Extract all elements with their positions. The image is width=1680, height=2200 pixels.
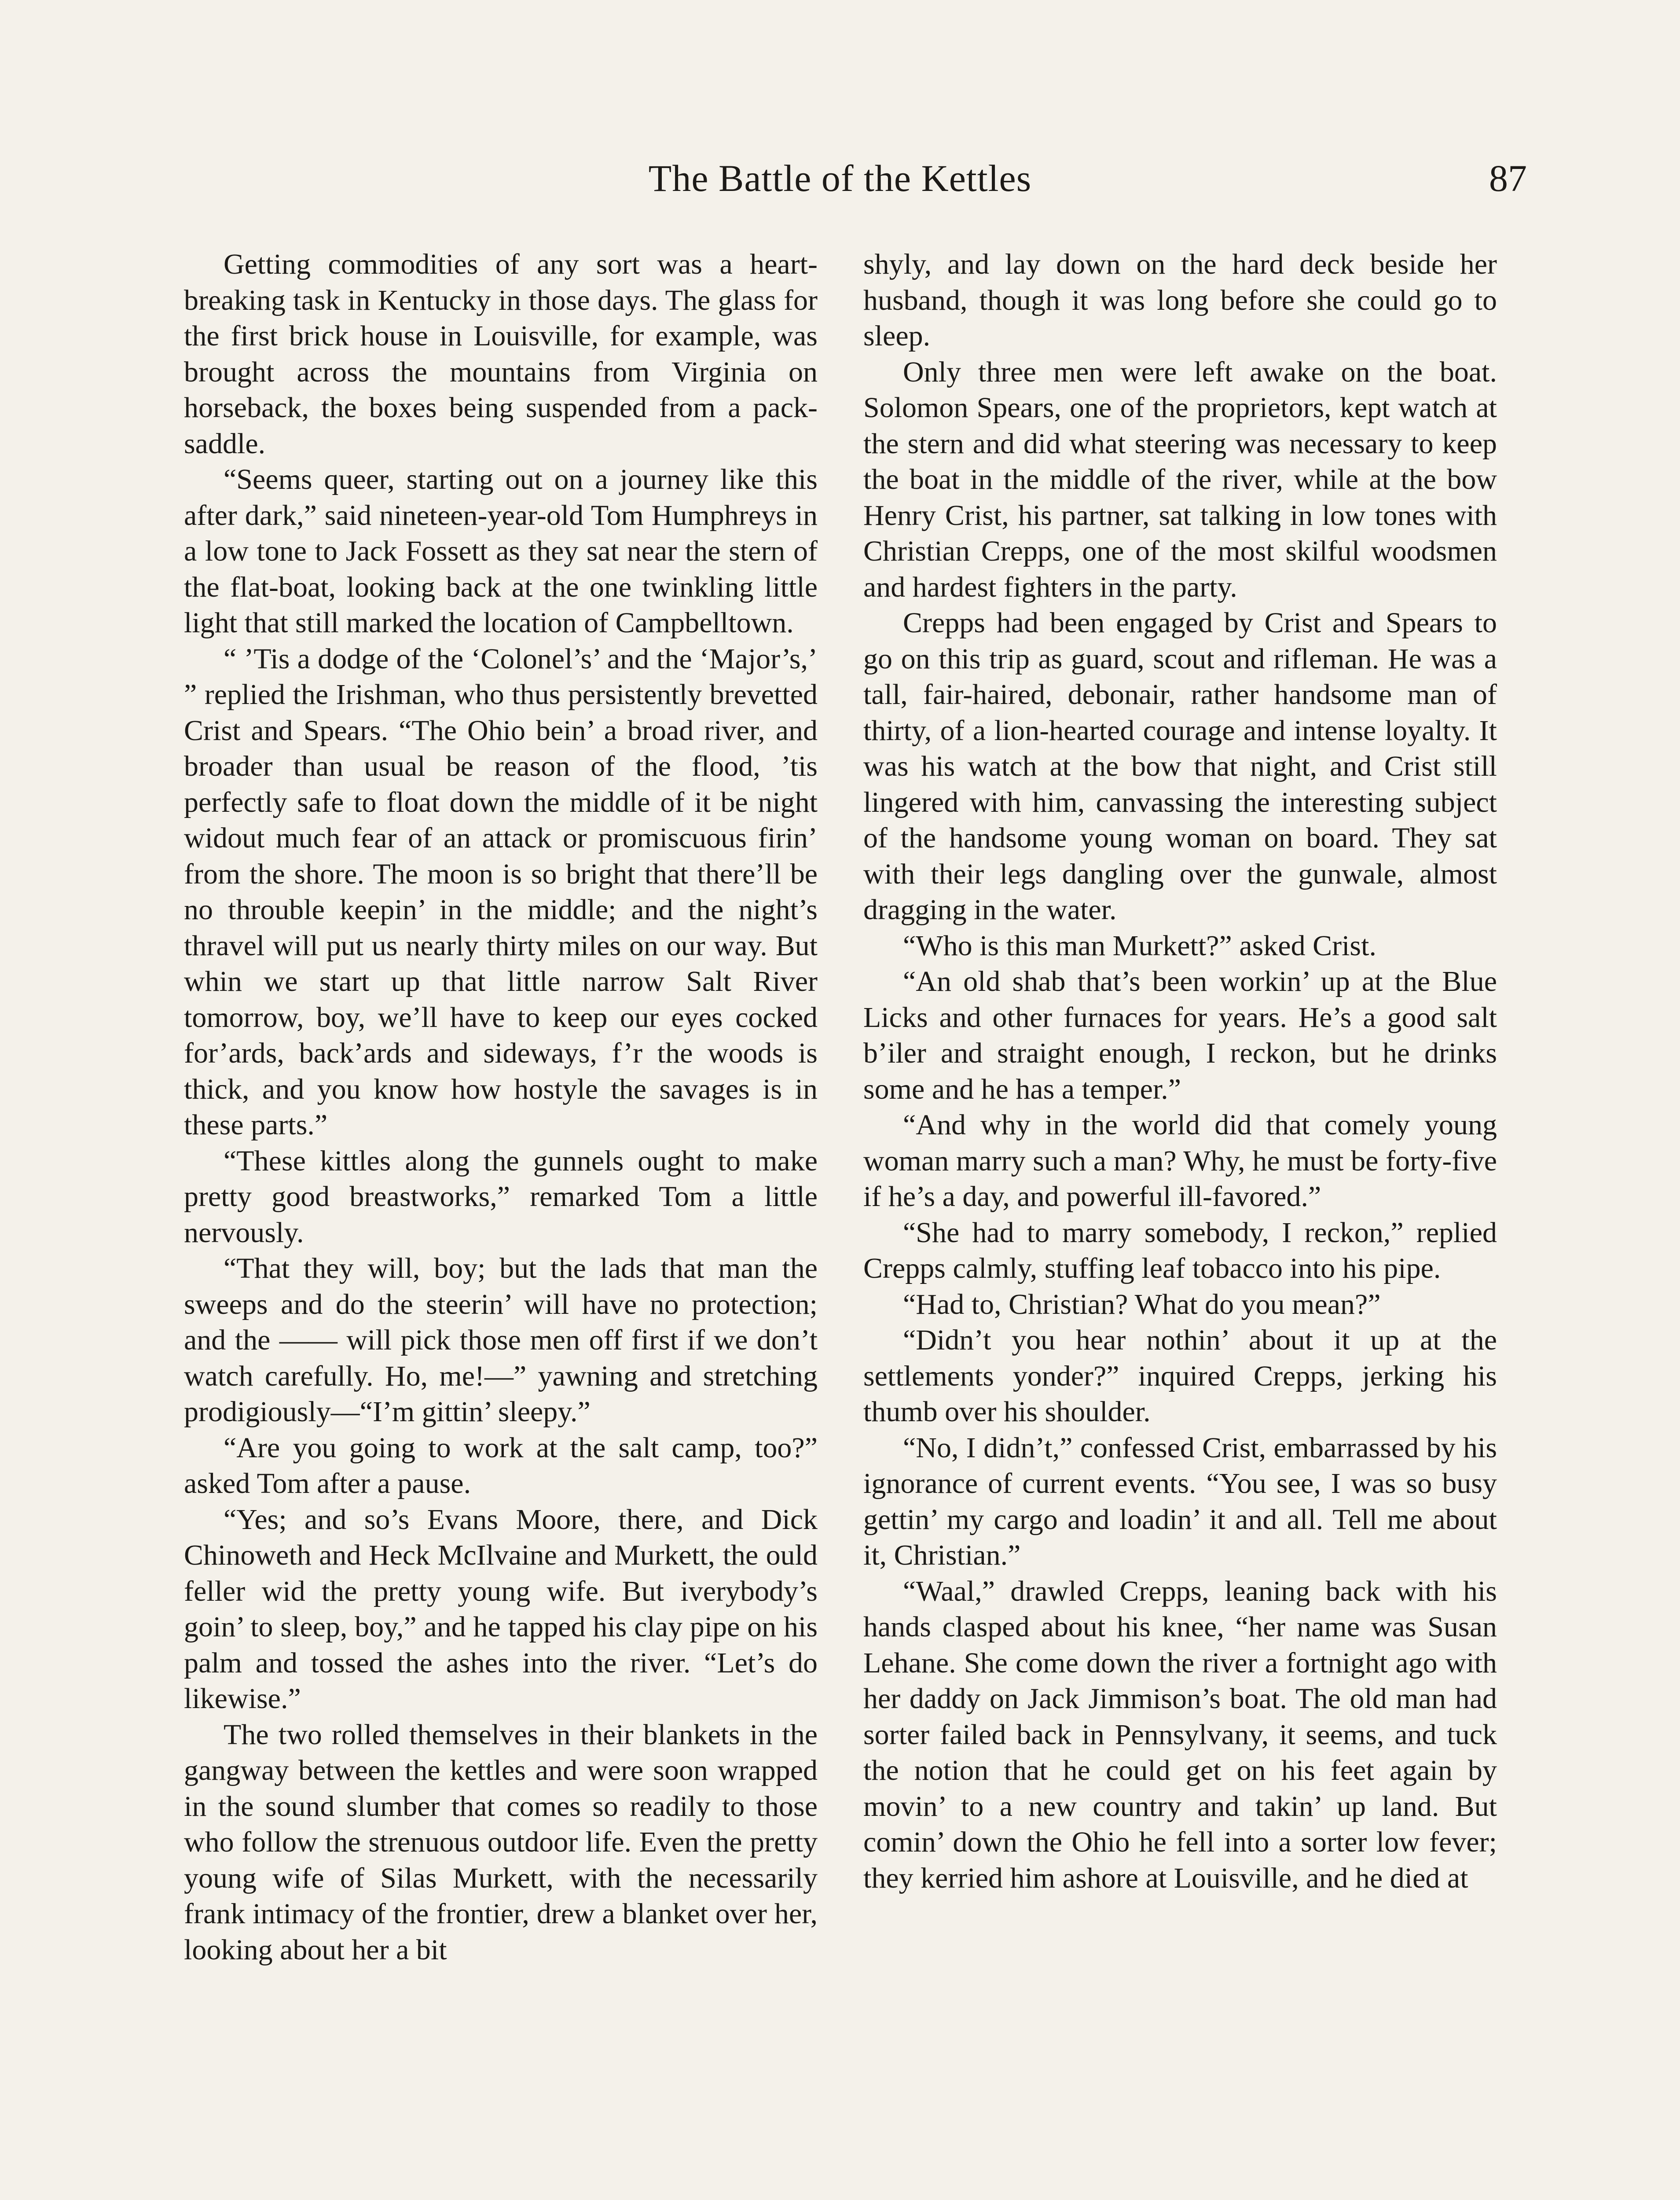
paragraph: “Are you going to work at the salt camp, too?” asked Tom after a pause. (184, 1431, 818, 1500)
paragraph: “An old shab that’s been workin’ up at the Blue Licks and other furnaces for years. He’s a good salt b’iler and straight enough, I reckon, but he drinks some and he has a temper.” (863, 965, 1497, 1105)
running-head (0, 150, 1680, 207)
page-number: 87 (1489, 157, 1527, 199)
paragraph: “No, I didn’t,” confessed Crist, embarrassed by his ignorance of current events. “You see, I was so busy gettin’ my cargo and loadin’ it and all. Tell me about it, Christian.” (863, 1431, 1497, 1571)
paragraph: “She had to marry somebody, I reckon,” replied Crepps calmly, stuffing leaf tobacco into his pipe. (863, 1216, 1497, 1284)
paragraph: “Seems queer, starting out on a journey like this after dark,” said nineteen-year-old Tom Humphreys in a low tone to Jack Fossett as they sat near the stern of the flat-boat, looking back at the one twinkling little light that still marked the location of Campbelltown. (184, 463, 818, 639)
left-column (184, 246, 818, 1968)
paragraph: “Yes; and so’s Evans Moore, there, and Dick Chinoweth and Heck McIlvaine and Murkett, the ould feller wid the pretty young wife. But iverybody’s goin’ to sleep, boy,” and he tapped his clay pipe on his palm and tossed the ashes into the river. “Let’s do likewise.” (184, 1503, 818, 1715)
paragraph: “And why in the world did that comely young woman marry such a man? Why, he must be forty-five if he’s a day, and powerful ill-favored.” (863, 1109, 1497, 1213)
paragraph: “Who is this man Murkett?” asked Crist. (903, 929, 1376, 962)
right-column (863, 246, 1497, 1896)
paragraph: “Had to, Christian? What do you mean?” (903, 1288, 1381, 1320)
paragraph: “Waal,” drawled Crepps, leaning back with his hands clasped about his knee, “her name was Susan Lehane. She come down the river a fortnight ago with her daddy on Jack Jimmison’s boat. The old man had sorter failed back in Pennsylvany, it seems, and tuck the notion that he could get on his feet again by movin’ to a new country and takin’ up land. But comin’ down the Ohio he fell into a sorter low fever; they kerried him ashore at Louisville, and he died at (863, 1575, 1497, 1894)
paragraph: The two rolled themselves in their blankets in the gangway between the kettles and were soon wrapped in the sound slumber that comes so readily to those who follow the strenuous outdoor life. Even the pretty young wife of Silas Murkett, with the necessarily frank intimacy of the frontier, drew a blanket over her, looking about her a bit (184, 1718, 818, 1966)
running-title: The Battle of the Kettles (648, 157, 1032, 199)
paragraph: “That they will, boy; but the lads that man the sweeps and do the steerin’ will have no protection; and the —— will pick those men off first if we don’t watch carefully. Ho, me!—” yawning and stretching prodigiously—“I’m gittin’ sleepy.” (184, 1252, 818, 1428)
paragraph: “ ’Tis a dodge of the ‘Colonel’s’ and the ‘Major’s,’ ” replied the Irishman, who thus persistently brevetted Crist and Spears. “The Ohio bein’ a broad river, and broader than usual be reason of the flood, ’tis perfectly safe to float down the middle of it be night widout much fear of an attack or promiscuous firin’ from the shore. The moon is so bright that there’ll be no throuble keepin’ in the middle; and the night’s thravel will put us nearly thirty miles on our way. But whin we start up that little narrow Salt River tomorrow, boy, we’ll have to keep our eyes cocked for’ards, back’ards and sideways, f’r the woods is thick, and you know how hostyle the savages is in these parts.” (184, 642, 818, 1141)
paragraph-continuation: shyly, and lay down on the hard deck beside her husband, though it was long before she could go to sleep. (863, 248, 1497, 352)
paragraph: Crepps had been engaged by Crist and Spears to go on this trip as guard, scout and rifleman. He was a tall, fair-haired, debonair, rather handsome man of thirty, of a lion-hearted courage and intense loyalty. It was his watch at the bow that night, and Crist still lingered with him, canvassing the interesting subject of the handsome young woman on board. They sat with their legs dangling over the gunwale, almost dragging in the water. (863, 607, 1497, 926)
paragraph: “These kittles along the gunnels ought to make pretty good breastworks,” remarked Tom a little nervously. (184, 1144, 818, 1249)
paragraph: “Didn’t you hear nothin’ about it up at the settlements yonder?” inquired Crepps, jerking his thumb over his shoulder. (863, 1324, 1497, 1428)
paragraph: Getting commodities of any sort was a heart-breaking task in Kentucky in those days. The glass for the first brick house in Louisville, for example, was brought across the mountains from Virginia on horseback, the boxes being suspended from a pack-saddle. (184, 248, 818, 460)
paragraph: Only three men were left awake on the boat. Solomon Spears, one of the proprietors, kept watch at the stern and did what steering was necessary to keep the boat in the middle of the river, while at the bow Henry Crist, his partner, sat talking in low tones with Christian Crepps, one of the most skilful woodsmen and hardest fighters in the party. (863, 356, 1497, 603)
